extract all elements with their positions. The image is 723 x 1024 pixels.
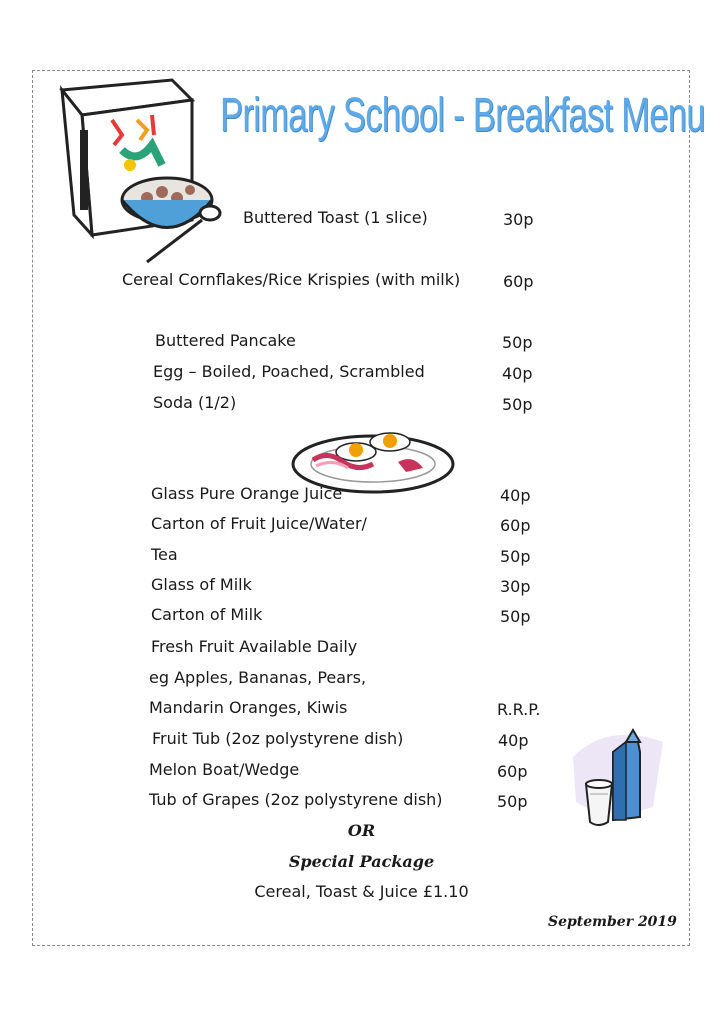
- menu-price: 30p: [500, 577, 531, 596]
- page-title: Primary School - Breakfast Menu: [220, 89, 705, 142]
- cereal-box-bowl-icon: [52, 70, 222, 270]
- menu-price: 40p: [502, 364, 533, 383]
- menu-price: R.R.P.: [497, 700, 541, 719]
- menu-item: Buttered Pancake: [155, 331, 296, 350]
- special-package-desc: Cereal, Toast & Juice £1.10: [254, 882, 469, 901]
- menu-price: 30p: [503, 210, 534, 229]
- menu-item: Cereal Cornflakes/Rice Krispies (with milk): [122, 270, 461, 289]
- or-label: [0, 821, 723, 840]
- date-label: September 2019: [548, 914, 677, 930]
- menu-item: Soda (1/2): [153, 393, 237, 412]
- milk-carton-glass-icon: [568, 722, 668, 832]
- menu-price: 50p: [500, 547, 531, 566]
- menu-item: Glass of Milk: [151, 575, 252, 594]
- menu-price: 50p: [502, 395, 533, 414]
- special-package-title: Special Package: [288, 852, 435, 871]
- menu-price: 60p: [500, 516, 531, 535]
- menu-item: Tea: [151, 545, 178, 564]
- menu-price: 60p: [503, 272, 534, 291]
- menu-item: Tub of Grapes (2oz polystyrene dish): [149, 790, 443, 809]
- or-text: OR: [347, 821, 376, 840]
- menu-item: Buttered Toast (1 slice): [243, 208, 428, 227]
- menu-item: Mandarin Oranges, Kiwis: [149, 698, 348, 717]
- menu-price: 40p: [500, 486, 531, 505]
- menu-price: 50p: [502, 333, 533, 352]
- menu-price: 50p: [500, 607, 531, 626]
- menu-item: Glass Pure Orange Juice: [151, 484, 343, 503]
- menu-price: 40p: [498, 731, 529, 750]
- menu-item: eg Apples, Bananas, Pears,: [149, 668, 367, 687]
- menu-price: 50p: [497, 792, 528, 811]
- menu-item: Fruit Tub (2oz polystyrene dish): [152, 729, 404, 748]
- menu-price: 60p: [497, 762, 528, 781]
- menu-item: Melon Boat/Wedge: [149, 760, 300, 779]
- menu-item: Fresh Fruit Available Daily: [151, 637, 358, 656]
- menu-item: Egg – Boiled, Poached, Scrambled: [153, 362, 425, 381]
- menu-item: Carton of Fruit Juice/Water/: [151, 514, 367, 533]
- menu-item: Carton of Milk: [151, 605, 263, 624]
